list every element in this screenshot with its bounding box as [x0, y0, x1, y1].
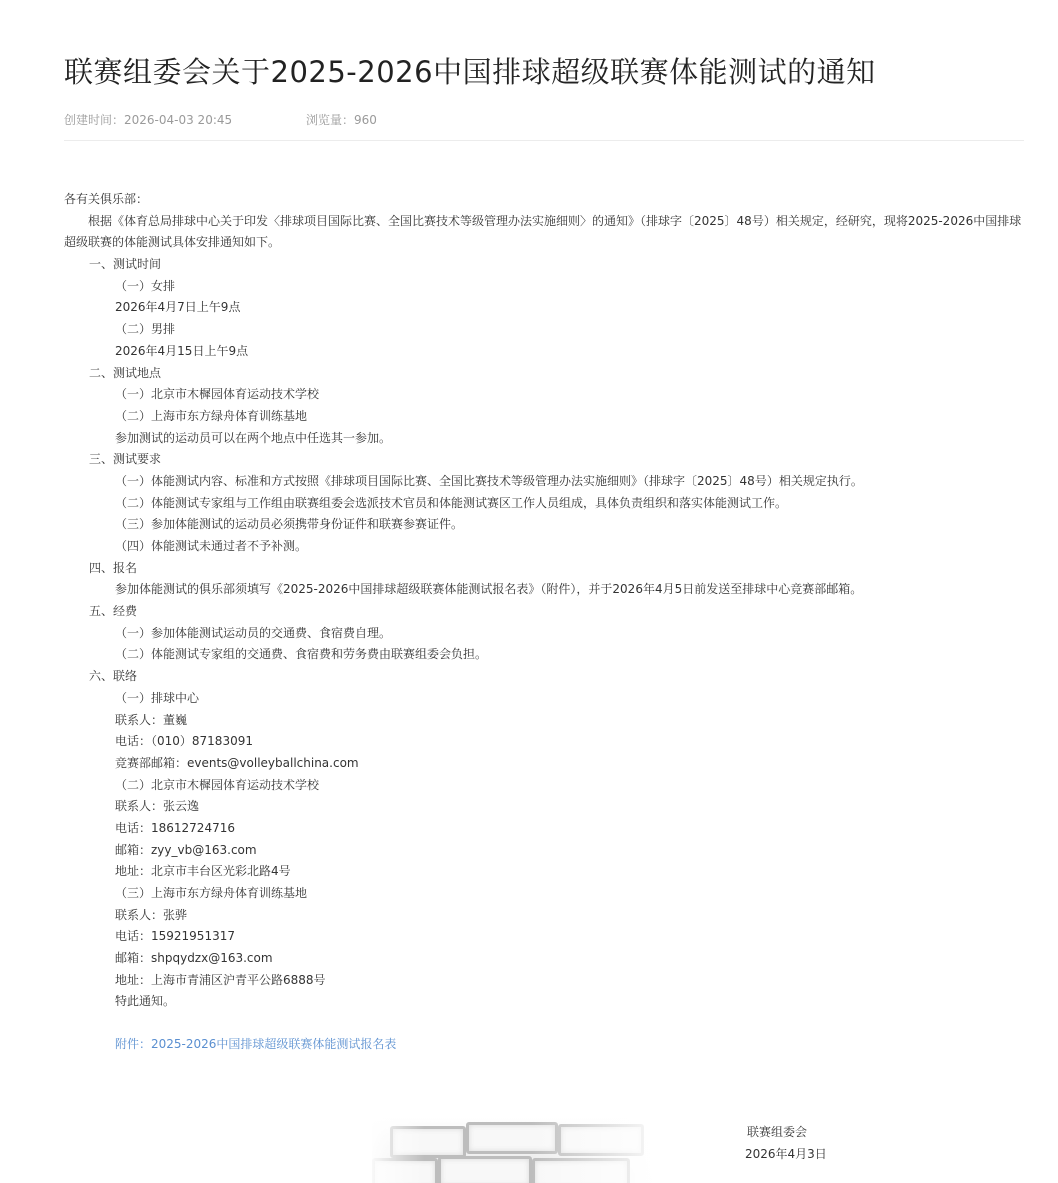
created-time: 创建时间：2026-04-03 20:45 [64, 113, 233, 127]
section-heading: 三、测试要求 [89, 452, 162, 467]
intro-paragraph: 根据《体育总局排球中心关于印发〈排球项目国际比赛、全国比赛技术等级管理办法实施细则〉的通知》（排球字〔2025〕48号）相关规定，经研究，现将2025-2026中国排球超级联赛的体能测试具体安排通知如下。 [64, 213, 1022, 250]
section-item: （二）体能测试专家组的交通费、食宿费和劳务费由联赛组委会负担。 [115, 647, 488, 662]
contact-email: 邮箱：zyy_vb@163.com [115, 842, 257, 857]
section-heading: 六、联络 [89, 669, 138, 684]
section-heading: 四、报名 [89, 560, 138, 575]
contact-address: 地址：上海市青浦区沪青平公路6888号 [115, 972, 326, 987]
header-divider [64, 140, 1024, 141]
contact-phone: 电话：（010）87183091 [115, 734, 253, 749]
attachment-link[interactable]: 附件：2025-2026中国排球超级联赛体能测试报名表 [115, 1037, 397, 1051]
contact-email: 竞赛部邮箱：events@volleyballchina.com [115, 755, 359, 770]
contact-group: （一）排球中心 [115, 690, 200, 705]
section-item: （四）体能测试未通过者不予补测。 [115, 539, 308, 554]
section-text: 参加体能测试的俱乐部须填写《2025-2026中国排球超级联赛体能测试报名表》（附件），并于2026年4月5日前发送至排球中心竞赛部邮箱。 [115, 582, 863, 597]
contact-group: （三）上海市东方绿舟体育训练基地 [115, 886, 308, 901]
contact-person: 联系人：张云逸 [115, 799, 200, 814]
signature-date: 2026年4月3日 [745, 1147, 827, 1161]
section-text: 2026年4月7日上午9点 [115, 300, 241, 315]
contact-address: 地址：北京市丰台区光彩北路4号 [115, 864, 291, 879]
article-meta [64, 111, 377, 128]
section-item: （一）体能测试内容、标准和方式按照《排球项目国际比赛、全国比赛技术等级管理办法实施细则》（排球字〔2025〕48号）相关规定执行。 [115, 473, 863, 488]
section-heading: 五、经费 [89, 604, 138, 619]
section-item: （一）参加体能测试运动员的交通费、食宿费自理。 [115, 625, 392, 640]
contact-email: 邮箱：shpqydzx@163.com [115, 951, 273, 966]
contact-group: （二）北京市木樨园体育运动技术学校 [115, 777, 320, 792]
page-title: 联赛组委会关于2025-2026中国排球超级联赛体能测试的通知 [64, 55, 876, 89]
contact-person: 联系人：董巍 [115, 712, 188, 727]
brick-wall-decoration [372, 1118, 662, 1183]
section-heading: 一、测试时间 [89, 257, 162, 272]
article-body [64, 189, 1024, 1013]
view-count: 浏览量：960 [306, 113, 377, 127]
contact-person: 联系人：张骅 [115, 907, 188, 922]
contact-phone: 电话：18612724716 [115, 820, 235, 835]
section-item: （一）女排 [115, 278, 176, 293]
contact-phone: 电话：15921951317 [115, 929, 235, 944]
section-item: （二）体能测试专家组与工作组由联赛组委会选派技术官员和体能测试赛区工作人员组成，具体负责组织和落实体能测试工作。 [115, 495, 788, 510]
closing-text: 特此通知。 [115, 994, 176, 1009]
section-heading: 二、测试地点 [89, 365, 162, 380]
section-item: （一）北京市木樨园体育运动技术学校 [115, 387, 320, 402]
section-text: 参加测试的运动员可以在两个地点中任选其一参加。 [115, 430, 392, 445]
section-item: （二）男排 [115, 322, 176, 337]
section-text: 2026年4月15日上午9点 [115, 343, 249, 358]
section-item: （三）参加体能测试的运动员必须携带身份证件和联赛参赛证件。 [115, 517, 464, 532]
signature-organization: 联赛组委会 [747, 1125, 808, 1139]
salutation: 各有关俱乐部： [64, 192, 149, 206]
section-item: （二）上海市东方绿舟体育训练基地 [115, 408, 308, 423]
